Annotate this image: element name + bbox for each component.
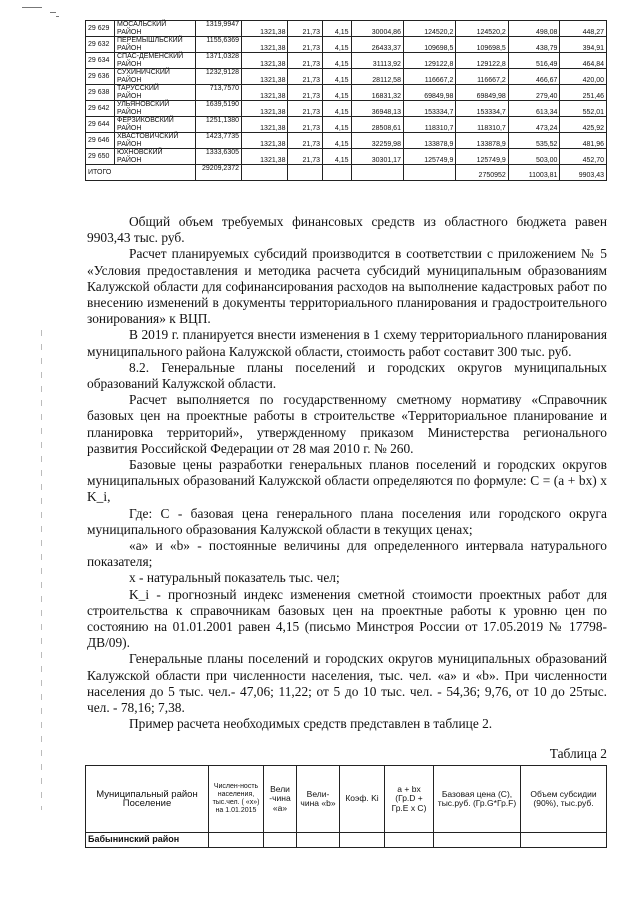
value-cell: 1321,38 [242, 133, 288, 149]
paragraph: Расчет выполняется по государственному сметному нормативу «Справочник базовых цен на проектные работы в строительстве «Территориальное планирование и планировка территорий», утвержденному приказом Министерства регионального развития Российской Федерации от 28 мая 2010 г. № 260. [87, 392, 607, 456]
code-cell: 29 634 [86, 53, 115, 69]
name-line: РАЙОН [117, 156, 142, 164]
value-cell: 516,49 [508, 53, 560, 69]
value-cell: 420,00 [560, 69, 607, 85]
value-cell: 251,46 [560, 85, 607, 101]
table-row [86, 85, 607, 101]
code-cell: 29 642 [86, 101, 115, 117]
district-name-cell [115, 37, 196, 53]
value-cell: 153334,7 [456, 101, 508, 117]
value-cell: 1321,38 [242, 21, 288, 37]
total-label: ИТОГО [86, 165, 196, 181]
value-cell: 1321,38 [242, 37, 288, 53]
district-name-cell [115, 149, 196, 165]
value-cell: 69849,98 [456, 85, 508, 101]
value-cell: 481,96 [560, 133, 607, 149]
table-row [86, 833, 607, 848]
paragraph: Базовые цены разработки генеральных планов поселений и городских округов муниципальных образований Калужской области определяются по формуле: С = (а + bх) x K_i, [87, 457, 607, 505]
name-line: МОСАЛЬСКИЙ [117, 21, 167, 28]
value-cell: 153334,7 [403, 101, 455, 117]
value-cell: 4,15 [323, 69, 352, 85]
total-row [86, 165, 607, 181]
value-cell: 464,84 [560, 53, 607, 69]
value-cell: 28112,58 [351, 69, 403, 85]
value-cell: 425,92 [560, 117, 607, 133]
value-cell: 28508,61 [351, 117, 403, 133]
value-cell: 448,27 [560, 21, 607, 37]
value-cell: 1251,1380 [196, 117, 242, 133]
district-name-cell [115, 85, 196, 101]
value-cell: 21,73 [288, 21, 323, 37]
value-cell: 1232,9128 [196, 69, 242, 85]
value-cell: 713,7570 [196, 85, 242, 101]
value-cell: 21,73 [288, 69, 323, 85]
table-row [86, 37, 607, 53]
value-cell: 30004,86 [351, 21, 403, 37]
name-line: ПЕРЕМЫШЛЬСКИЙ [117, 37, 183, 44]
name-line: ЮХНОВСКИЙ [117, 149, 163, 156]
total-value: 29209,2372 [196, 165, 242, 181]
name-line: РАЙОН [117, 60, 142, 68]
value-cell: 129122,8 [456, 53, 508, 69]
paragraph: Расчет планируемых субсидий производится в соответствии с приложением № 5 «Условия предоставления и методика расчета субсидий муниципальным образованиям Калужской области для софинансирования расходов на выполнение кадастровых работ по внесению изменений в документы территориального планирования и градостроительного зонирования» к ВЦП. [87, 246, 607, 327]
value-cell: 4,15 [323, 117, 352, 133]
value-cell: 26433,37 [351, 37, 403, 53]
value-cell: 31113,92 [351, 53, 403, 69]
value-cell: 69849,98 [403, 85, 455, 101]
column-header: Числен-ность населения, тыс.чел. ( «х») на 1.01.2015 [209, 766, 264, 833]
code-cell: 29 629 [86, 21, 115, 37]
value-cell: 118310,7 [403, 117, 455, 133]
value-cell: 109698,5 [456, 37, 508, 53]
name-line: ТАРУССКИЙ [117, 85, 159, 92]
value-cell: 16831,32 [351, 85, 403, 101]
empty-cell [297, 833, 340, 848]
name-line: РАЙОН [117, 28, 142, 36]
empty-cell [434, 833, 521, 848]
value-cell: 4,15 [323, 101, 352, 117]
district-name-cell [115, 53, 196, 69]
body-text [87, 214, 607, 733]
name-line: РАЙОН [117, 76, 142, 84]
paragraph: Где: С - базовая цена генерального плана поселения или городского округа муниципального образования Калужской области в текущих ценах; [87, 505, 607, 537]
code-cell: 29 638 [86, 85, 115, 101]
value-cell: 21,73 [288, 85, 323, 101]
column-header: Базовая цена (С), тыс.руб. (Гр.G*Гр.F) [434, 766, 521, 833]
column-header: Коэф. Ki [340, 766, 385, 833]
district-name-cell [115, 21, 196, 37]
name-line: РАЙОН [117, 92, 142, 100]
code-cell: 29 646 [86, 133, 115, 149]
name-line: ХВАСТОВИЧСКИЙ [117, 133, 179, 140]
value-cell: 1155,6369 [196, 37, 242, 53]
value-cell: 394,91 [560, 37, 607, 53]
value-cell: 1321,38 [242, 53, 288, 69]
value-cell: 1319,9947 [196, 21, 242, 37]
district-name-cell [115, 101, 196, 117]
total-value: 11003,81 [508, 165, 560, 181]
table-row [86, 133, 607, 149]
code-cell: 29 650 [86, 149, 115, 165]
district-name-cell [115, 69, 196, 85]
table-caption: Таблица 2 [549, 746, 607, 761]
paragraph: Генеральные планы поселений и городских округов муниципальных образований Калужской области при численности населения, тыс. чел. «а» и «b». При численности населения до 5 тыс. чел.- 47,06; 11,22; от 5 до 10 тыс. чел. - 54,36; 9,76, от 10 до 25тыс. чел. - 78,16; 7,38. [87, 651, 607, 716]
paragraph: K_i - прогнозный индекс изменения сметной стоимости проектных работ для строительства к справочникам базовых цен на проектные работы к уровню цен по состоянию на 01.01.2001 равен 4,15 (письмо Минстроя России от 17.05.2019 № 17798-ДВ/09). [87, 586, 607, 651]
name-line: РАЙОН [117, 124, 142, 132]
name-line: УЛЬЯНОВСКИЙ [117, 101, 170, 108]
value-cell: 118310,7 [456, 117, 508, 133]
value-cell: 1321,38 [242, 101, 288, 117]
value-cell: 613,34 [508, 101, 560, 117]
district-name-cell [115, 117, 196, 133]
value-cell: 30301,17 [351, 149, 403, 165]
value-cell: 116667,2 [403, 69, 455, 85]
empty-cell [288, 165, 323, 181]
value-cell: 21,73 [288, 149, 323, 165]
district-cell: Бабынинский район [86, 833, 209, 848]
value-cell: 1333,6305 [196, 149, 242, 165]
section-heading: 8.2. Генеральные планы поселений и городских округов муниципальных образований Калужской области. [87, 359, 607, 392]
value-cell: 4,15 [323, 37, 352, 53]
table-row [86, 69, 607, 85]
value-cell: 125749,9 [403, 149, 455, 165]
code-cell: 29 636 [86, 69, 115, 85]
value-cell: 4,15 [323, 85, 352, 101]
table-row [86, 117, 607, 133]
paragraph: «а» и «b» - постоянные величины для определенного интервала натурального показателя; [87, 538, 607, 570]
value-cell: 279,40 [508, 85, 560, 101]
empty-cell [340, 833, 385, 848]
name-line: СПАС-ДЕМЕНСКИЙ [117, 53, 184, 60]
empty-cell [242, 165, 288, 181]
total-value: 9903,43 [560, 165, 607, 181]
name-line: РАЙОН [117, 108, 142, 116]
subsidy-table [85, 20, 607, 181]
value-cell: 36948,13 [351, 101, 403, 117]
value-cell: 503,00 [508, 149, 560, 165]
empty-cell [323, 165, 352, 181]
value-cell: 535,52 [508, 133, 560, 149]
paragraph: Общий объем требуемых финансовых средств из областного бюджета равен 9903,43 тыс. руб. [87, 214, 607, 246]
empty-cell [264, 833, 297, 848]
value-cell: 1321,38 [242, 85, 288, 101]
column-header: Вели- чина «b» [297, 766, 340, 833]
value-cell: 21,73 [288, 133, 323, 149]
value-cell: 124520,2 [456, 21, 508, 37]
value-cell: 1639,5190 [196, 101, 242, 117]
value-cell: 466,67 [508, 69, 560, 85]
value-cell: 452,70 [560, 149, 607, 165]
value-cell: 133878,9 [456, 133, 508, 149]
column-header: Вели -чина «а» [264, 766, 297, 833]
empty-cell [521, 833, 607, 848]
paragraph: х - натуральный показатель тыс. чел; [129, 570, 340, 586]
column-header: а + bх (Гр.D + Гр.Е х С) [385, 766, 434, 833]
value-cell: 498,08 [508, 21, 560, 37]
value-cell: 1321,38 [242, 69, 288, 85]
code-cell: 29 644 [86, 117, 115, 133]
value-cell: 21,73 [288, 37, 323, 53]
value-cell: 125749,9 [456, 149, 508, 165]
value-cell: 116667,2 [456, 69, 508, 85]
paragraph: В 2019 г. планируется внести изменения в 1 схему территориального планирования муниципального района Калужской области, стоимость работ составит 300 тыс. руб. [87, 327, 607, 359]
table-row [86, 101, 607, 117]
value-cell: 1423,7735 [196, 133, 242, 149]
value-cell: 21,73 [288, 53, 323, 69]
scan-edge-line [41, 330, 42, 810]
name-line: ФЕРЗИКОВСКИЙ [117, 117, 174, 124]
name-line: РАЙОН [117, 140, 142, 148]
table-row [86, 149, 607, 165]
scan-artifact [0, 0, 70, 30]
paragraph: Пример расчета необходимых средств представлен в таблице 2. [129, 716, 493, 732]
value-cell: 4,15 [323, 21, 352, 37]
value-cell: 552,01 [560, 101, 607, 117]
value-cell: 1321,38 [242, 117, 288, 133]
code-cell: 29 632 [86, 37, 115, 53]
table-header-row [86, 766, 607, 833]
value-cell: 473,24 [508, 117, 560, 133]
empty-cell [403, 165, 455, 181]
value-cell: 4,15 [323, 133, 352, 149]
value-cell: 21,73 [288, 101, 323, 117]
value-cell: 1371,0328 [196, 53, 242, 69]
value-cell: 32259,98 [351, 133, 403, 149]
name-line: РАЙОН [117, 44, 142, 52]
value-cell: 133878,9 [403, 133, 455, 149]
district-name-cell [115, 133, 196, 149]
value-cell: 438,79 [508, 37, 560, 53]
value-cell: 1321,38 [242, 149, 288, 165]
example-table [85, 765, 607, 848]
value-cell: 124520,2 [403, 21, 455, 37]
empty-cell [351, 165, 403, 181]
value-cell: 21,73 [288, 117, 323, 133]
name-line: СУХИНИЧСКИЙ [117, 69, 170, 76]
empty-cell [209, 833, 264, 848]
column-header: Муниципальный район Поселение [86, 766, 209, 833]
table-row [86, 21, 607, 37]
value-cell: 129122,8 [403, 53, 455, 69]
column-header: Объем субсидии (90%), тыс.руб. [521, 766, 607, 833]
empty-cell [385, 833, 434, 848]
value-cell: 4,15 [323, 149, 352, 165]
value-cell: 4,15 [323, 53, 352, 69]
table-row [86, 53, 607, 69]
total-value: 2750952 [456, 165, 508, 181]
value-cell: 109698,5 [403, 37, 455, 53]
